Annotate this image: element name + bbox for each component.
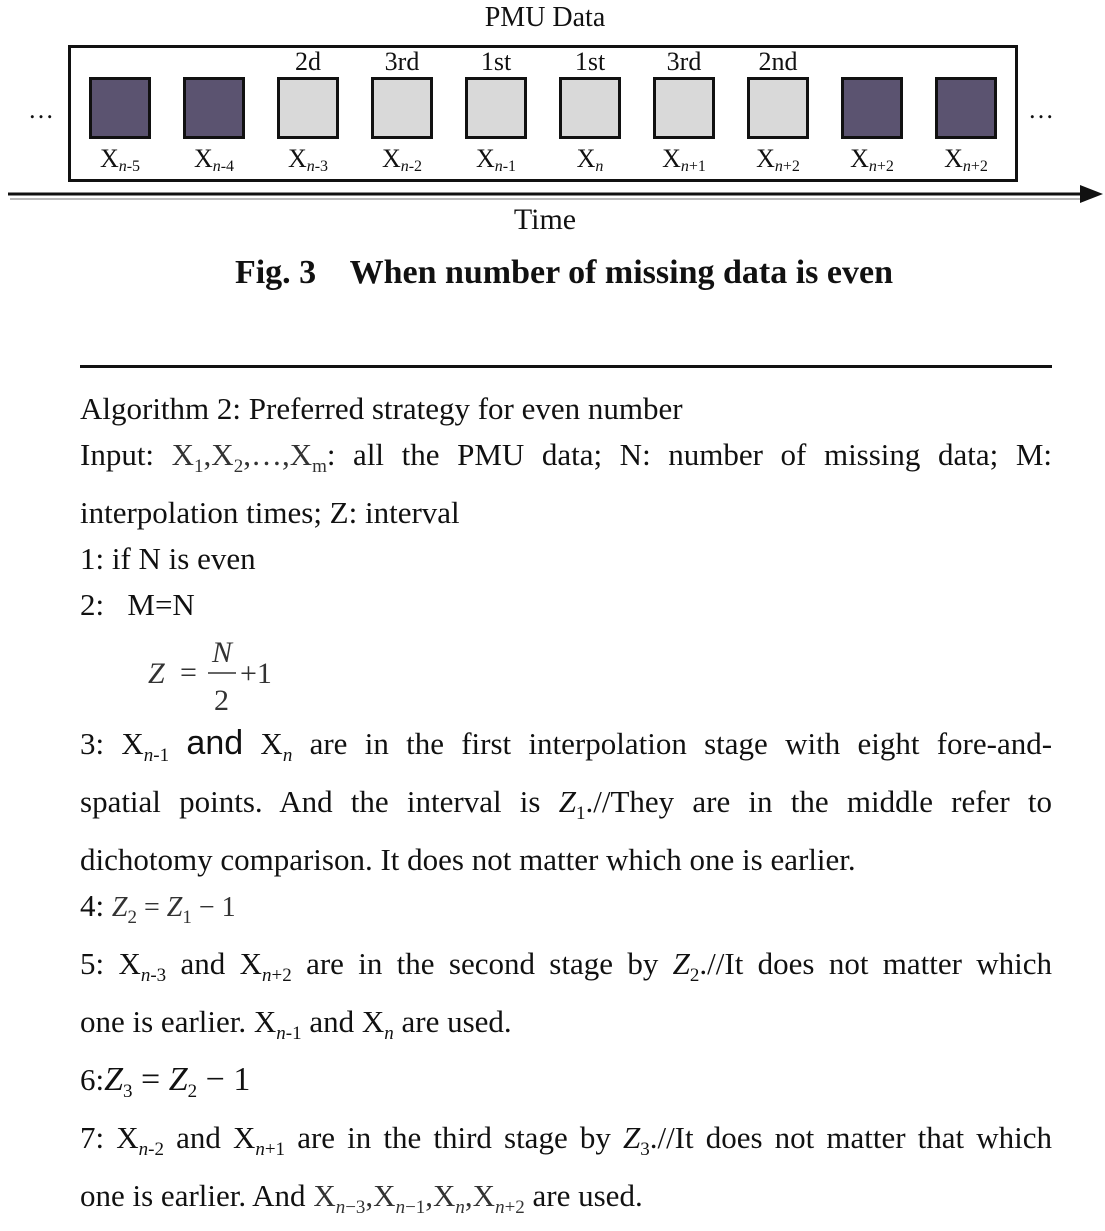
algorithm-box (80, 386, 1052, 1231)
algorithm-top-rule (80, 365, 1052, 368)
svg-text:=: = (180, 656, 197, 689)
interval-formula (80, 628, 1052, 720)
algorithm-step-1: 1: if N is even (80, 541, 256, 576)
algorithm-step-7-cont: one is earlier. And $X_{n-3},X_{n-1},X_n,X_{n+2}$ are used. (80, 1178, 643, 1218)
svg-text:Z: Z (148, 657, 165, 690)
stage-label: 3rd (666, 47, 702, 76)
stage-label: 2d (295, 47, 321, 76)
svg-text:N: N (212, 636, 233, 669)
algorithm-title: Algorithm 2: Preferred strategy for even number (80, 391, 683, 426)
input-variables: $X_1,X_2,\dots,X_m$ (171, 437, 327, 477)
algorithm-step-3-end: dichotomy comparison. It does not matter which one is earlier. (80, 842, 856, 877)
stage-label: 1st (480, 47, 512, 76)
data-block-dark (183, 77, 245, 139)
stage-label: 2nd (758, 47, 798, 76)
block-label: $X_{n-3}$ (287, 144, 329, 175)
data-block-light (747, 77, 809, 139)
data-block-dark (89, 77, 151, 139)
left-ellipsis: … (28, 95, 56, 124)
figure-title: PMU Data (484, 2, 606, 33)
data-block-light (371, 77, 433, 139)
data-block-light (277, 77, 339, 139)
data-block-light (653, 77, 715, 139)
block-label: $X_{n+2}$ (850, 144, 894, 175)
algorithm-input-line-2: interpolation times; Z: interval (80, 495, 460, 530)
algorithm-step-3: 3: $X_{n-1}$ and $X_n$ are in the first interpolation stage with eight fore-and- (80, 724, 1053, 766)
right-ellipsis: … (1028, 95, 1056, 124)
algorithm-input-line: Input: $X_1,X_2,\dots,X_m$: all the PMU data; N: number of missing data; M: (80, 437, 1053, 477)
block-label: $X_{n-1}$ (475, 144, 517, 175)
algorithm-step-7: 7: $X_{n-2}$ and $X_{n+1}$ are in the third stage by $Z_3.//It$ does not matter that which (80, 1120, 1053, 1160)
time-axis-label: Time (513, 203, 577, 236)
stage-label: 1st (574, 47, 606, 76)
block-label: $X_{n+1}$ (662, 144, 706, 175)
algorithm-step-3-cont: spatial points. And the interval is $Z_1./$/They are in the middle refer to (80, 784, 1053, 824)
block-label: $X_{n+2}$ (944, 144, 988, 175)
block-label: $X_{n+2}$ (756, 144, 800, 175)
fraction-formula (144, 630, 364, 714)
data-block-dark (935, 77, 997, 139)
algorithm-step-5: 5: $X_{n-3}$ and $X_{n+2}$ are in the second stage by $Z_2.//It$ does not matter which (80, 946, 1053, 986)
block-label: $X_{n-2}$ (381, 144, 423, 175)
algorithm-step-6: $6:Z_3 = Z_2 - 1$ (80, 1061, 251, 1102)
figure-caption: Fig. 3 When number of missing data is even (234, 254, 894, 291)
data-block-light (465, 77, 527, 139)
algorithm-step-2: 2: M=N (80, 587, 195, 622)
algorithm-step-4: 4: $Z_2 = Z_1 - 1$ (80, 888, 236, 928)
block-label: $X_{n-4}$ (193, 144, 235, 175)
block-label: $X_n$ (576, 144, 604, 175)
svg-text:2: 2 (214, 684, 229, 714)
stage-label: 3rd (384, 47, 420, 76)
data-block-dark (841, 77, 903, 139)
block-label: $X_{n-5}$ (99, 144, 141, 175)
data-block-light (559, 77, 621, 139)
svg-text:+1: +1 (240, 657, 272, 690)
algorithm-step-5-cont: one is earlier. $X_{n-1}$ and $X_n$ are used. (80, 1004, 512, 1044)
